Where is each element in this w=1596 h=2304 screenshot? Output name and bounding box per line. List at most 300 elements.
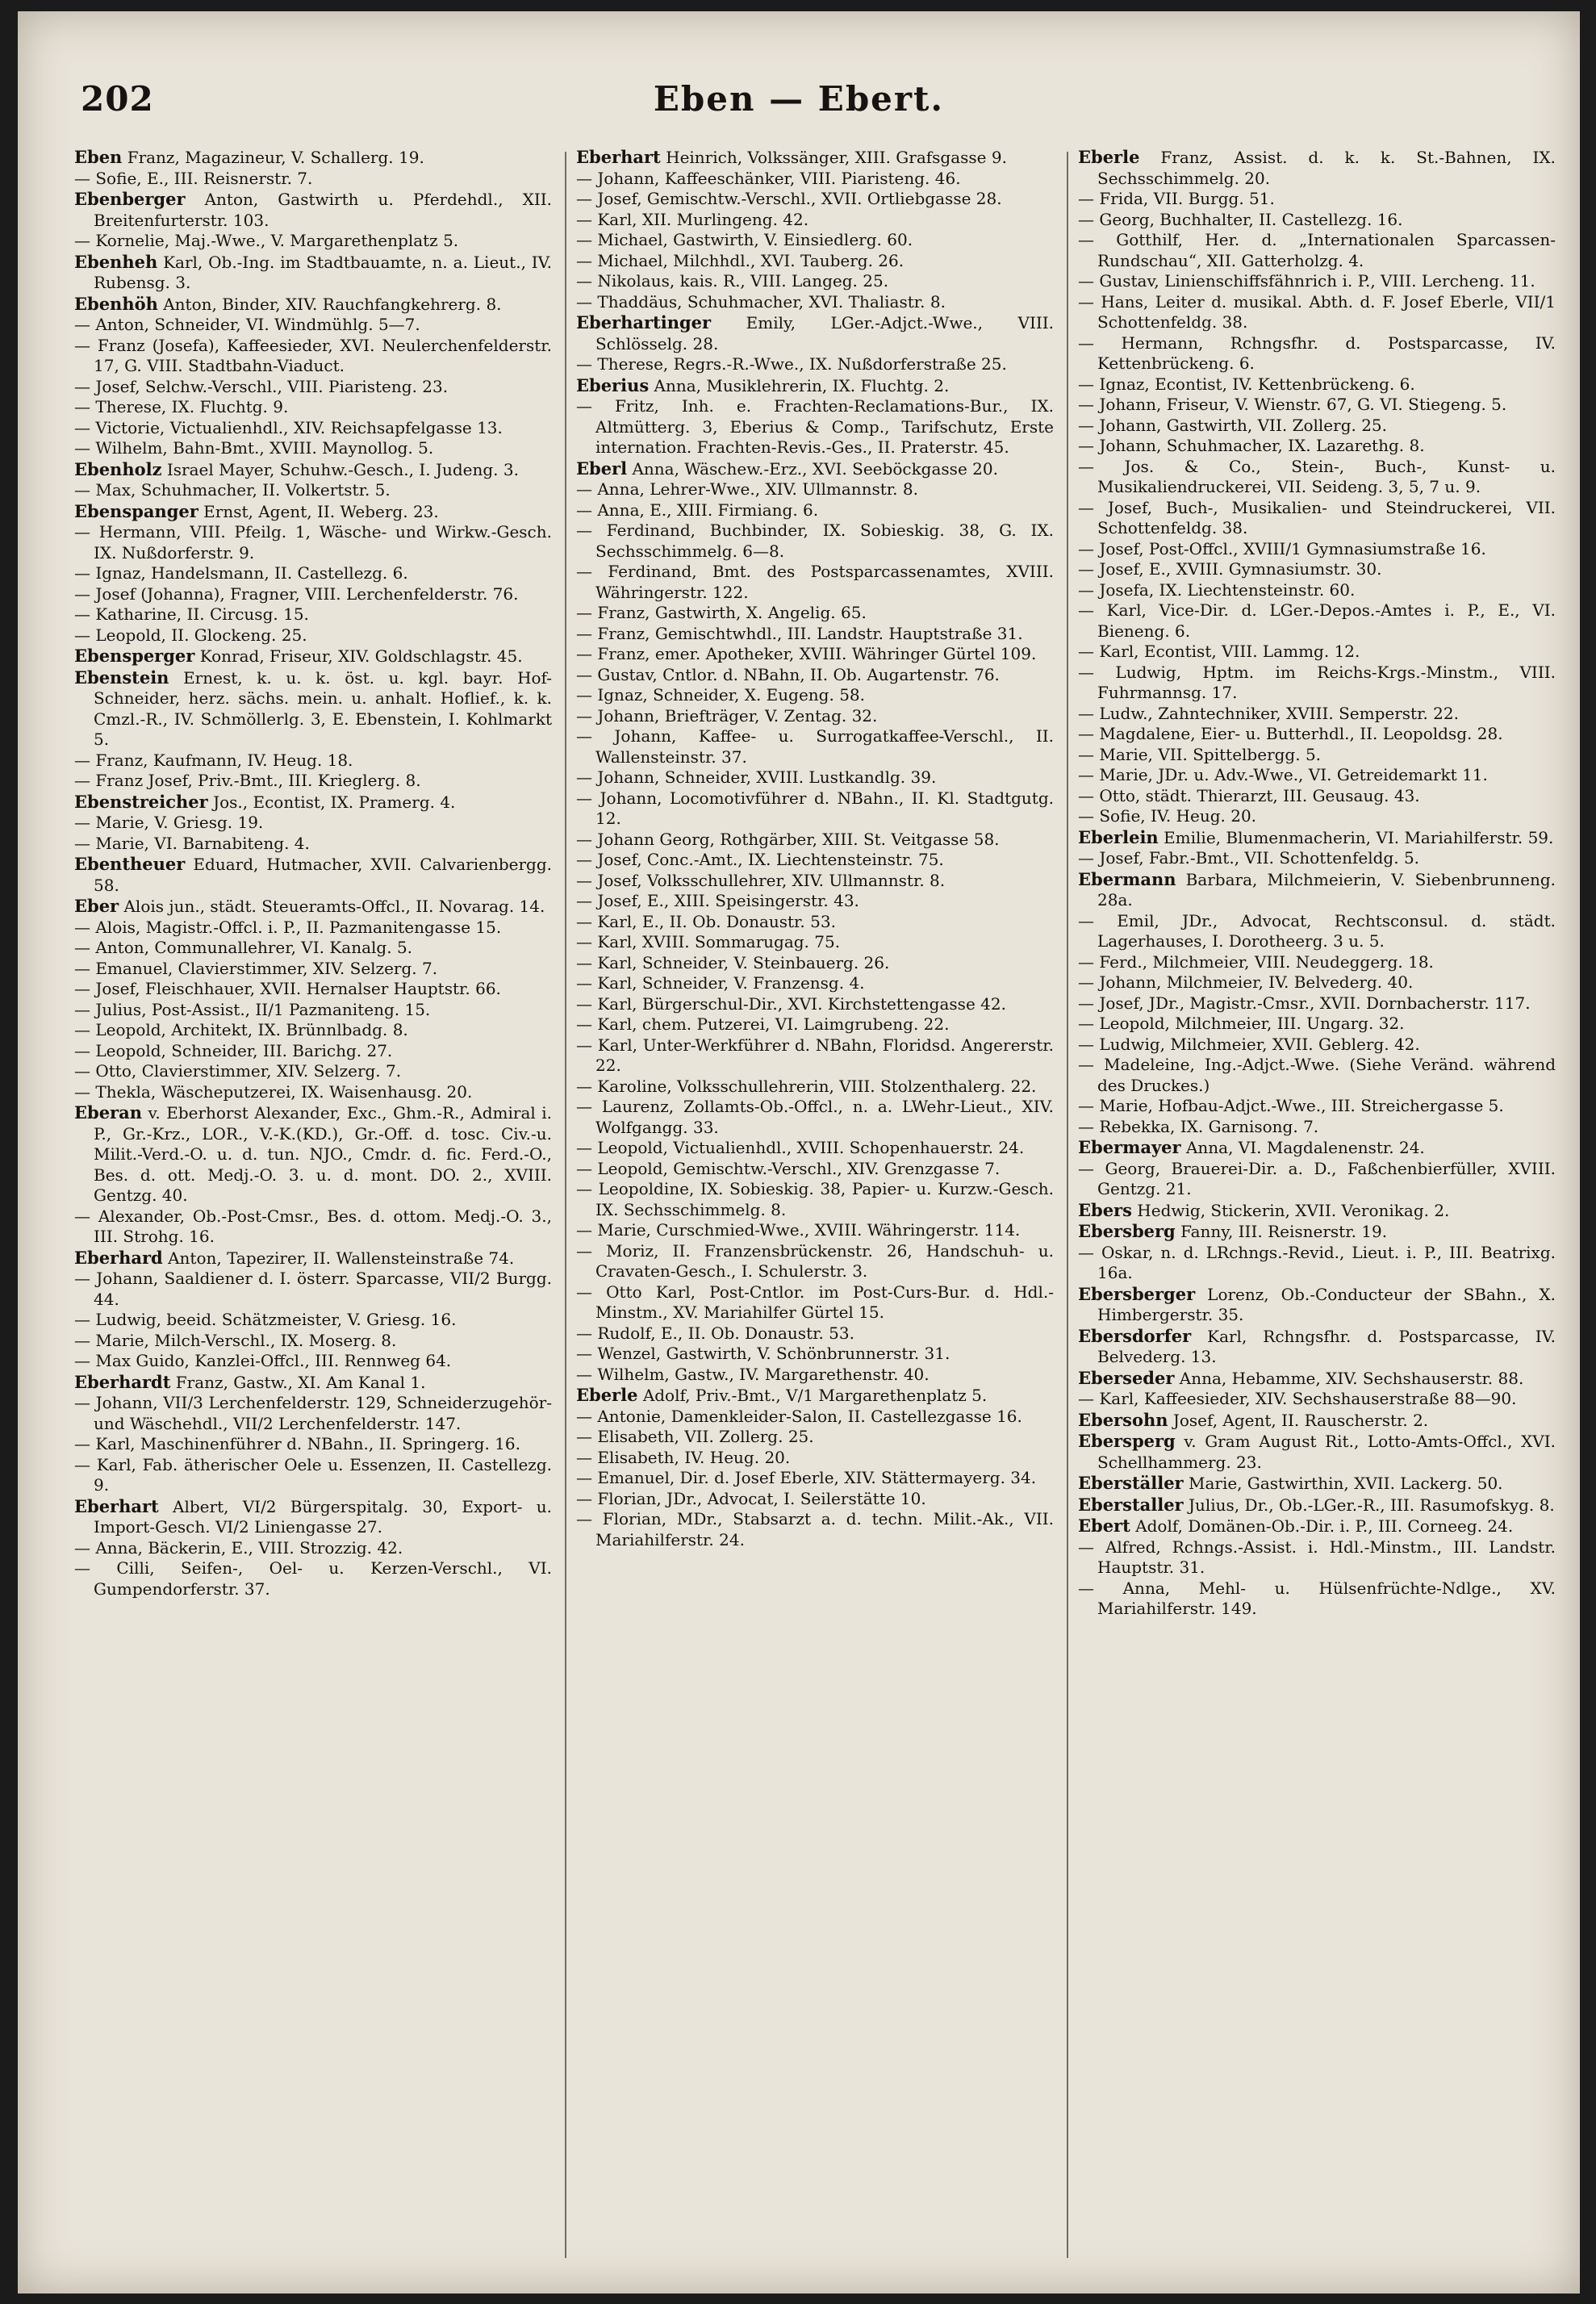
directory-entry bbox=[1078, 642, 1556, 663]
directory-entry bbox=[1078, 952, 1556, 973]
directory-entry bbox=[576, 912, 1054, 933]
directory-entry bbox=[74, 294, 552, 316]
entry-details: Franz, Gastw., XI. Am Kanal 1. bbox=[175, 1372, 426, 1392]
directory-entry bbox=[1078, 1035, 1556, 1056]
directory-entry bbox=[1078, 1117, 1556, 1138]
entry-details: Josef, Agent, II. Rauscherstr. 2. bbox=[1172, 1410, 1429, 1430]
entry-details: — Marie, VI. Barnabiteng. 4. bbox=[74, 833, 310, 853]
entry-surname: Ebenstein bbox=[74, 667, 169, 688]
entry-details: Anton, Binder, XIV. Rauchfangkehrerg. 8. bbox=[163, 294, 502, 314]
directory-entry bbox=[74, 418, 552, 439]
directory-entry bbox=[576, 189, 1054, 210]
directory-page bbox=[18, 11, 1580, 2294]
entry-details: — Karl, Fab. ätherischer Oele u. Essenzen, II. Castellezg. 9. bbox=[74, 1454, 552, 1495]
entry-details: — Elisabeth, IV. Heug. 20. bbox=[576, 1447, 791, 1467]
directory-entry bbox=[576, 830, 1054, 851]
entry-details: — Georg, Buchhalter, II. Castellezg. 16. bbox=[1078, 209, 1403, 229]
directory-entry bbox=[1078, 1473, 1556, 1495]
entry-details: — Karl, E., II. Ob. Donaustr. 53. bbox=[576, 911, 836, 931]
directory-entry bbox=[1078, 1055, 1556, 1096]
entry-details: — Ludwig, beeid. Schätzmeister, V. Griesg. 16. bbox=[74, 1310, 457, 1329]
entry-details: — Johann, VII/3 Lerchenfelderstr. 129, Schneiderzugehör- und Wäschehdl., VII/2 Lerchenfelderstr. 147. bbox=[74, 1393, 552, 1433]
directory-entry bbox=[576, 375, 1054, 397]
entry-details: — Marie, VII. Spittelbergg. 5. bbox=[1078, 744, 1322, 764]
directory-entry bbox=[1078, 1221, 1556, 1243]
directory-entry bbox=[74, 1558, 552, 1599]
running-head: Eben — Ebert. bbox=[653, 79, 945, 119]
entry-details: — Wilhelm, Bahn-Bmt., XVIII. Maynollog. 5. bbox=[74, 438, 434, 458]
directory-entry bbox=[1078, 600, 1556, 642]
entry-details: — Ferdinand, Buchbinder, IX. Sobieskig. 38, G. IX. Sechsschimmelg. 6—8. bbox=[576, 521, 1054, 561]
entry-surname: Ebenheh bbox=[74, 251, 158, 272]
entry-details: Franz, Magazineur, V. Schallerg. 19. bbox=[127, 148, 424, 167]
directory-entry bbox=[576, 685, 1054, 706]
directory-entry bbox=[576, 1489, 1054, 1510]
entry-surname: Ebenberger bbox=[74, 189, 186, 209]
entry-details: — Josefa, IX. Liechtensteinstr. 60. bbox=[1078, 579, 1356, 600]
directory-entry bbox=[74, 1434, 552, 1455]
directory-entry bbox=[576, 726, 1054, 767]
directory-entry bbox=[576, 706, 1054, 727]
entry-details: — Marie, Milch-Verschl., IX. Moserg. 8. bbox=[74, 1330, 397, 1350]
directory-entry bbox=[1078, 663, 1556, 704]
directory-entry bbox=[576, 1035, 1054, 1077]
directory-entry bbox=[1078, 704, 1556, 725]
entry-details: — Michael, Milchhdl., XVI. Tauberg. 26. bbox=[576, 250, 905, 270]
directory-entry bbox=[1078, 374, 1556, 395]
directory-entry bbox=[576, 1407, 1054, 1428]
directory-entry bbox=[1078, 869, 1556, 911]
entry-details: — Josef, Post-Offcl., XVIII/1 Gymnasiumstraße 16. bbox=[1078, 538, 1486, 558]
entry-details: — Laurenz, Zollamts-Ob.-Offcl., n. a. LWehr-Lieut., XIV. Wolfgangg. 33. bbox=[576, 1097, 1054, 1137]
entry-details: Anton, Gastwirth u. Pferdehdl., XII. Breitenfurterstr. 103. bbox=[94, 190, 552, 230]
entry-details: — Emanuel, Dir. d. Josef Eberle, XIV. Stättermayerg. 34. bbox=[576, 1468, 1037, 1487]
entry-details: Karl, Rchngsfhr. d. Postsparcasse, IV. Belvederg. 13. bbox=[1097, 1326, 1556, 1366]
directory-entry bbox=[576, 271, 1054, 292]
directory-entry bbox=[74, 918, 552, 939]
directory-entry bbox=[74, 792, 552, 813]
entry-surname: Eberle bbox=[1078, 147, 1140, 167]
entry-surname: Eber bbox=[74, 896, 119, 916]
entry-details: — Sofie, IV. Heug. 20. bbox=[1078, 806, 1257, 826]
directory-entry bbox=[576, 210, 1054, 231]
directory-entry bbox=[1078, 1326, 1556, 1368]
entry-details: — Johann, Briefträger, V. Zentag. 32. bbox=[576, 705, 878, 725]
directory-entry bbox=[74, 397, 552, 418]
entry-details: — Johann, Gastwirth, VII. Zollerg. 25. bbox=[1078, 415, 1388, 435]
entry-details: — Josef, E., XIII. Speisingerstr. 43. bbox=[576, 891, 859, 910]
entry-details: — Alfred, Rchngs.-Assist. i. Hdl.-Minstm., III. Landstr. Hauptstr. 31. bbox=[1078, 1537, 1556, 1577]
directory-entry bbox=[1078, 416, 1556, 437]
directory-entry bbox=[576, 354, 1054, 375]
entry-details: — Ludwig, Hptm. im Reichs-Krgs.-Minstm., VIII. Fuhrmannsg. 17. bbox=[1078, 662, 1556, 702]
directory-entry bbox=[576, 1138, 1054, 1159]
column-2 bbox=[576, 147, 1054, 2269]
directory-entry bbox=[576, 1427, 1054, 1448]
directory-entry bbox=[74, 896, 552, 918]
entry-details: — Frida, VII. Burgg. 51. bbox=[1078, 189, 1275, 208]
directory-entry bbox=[74, 1082, 552, 1103]
entry-details: — Josef, Fleischhauer, XVII. Hernalser Hauptstr. 66. bbox=[74, 979, 501, 998]
entry-details: — Marie, Hofbau-Adjct.-Wwe., III. Streichergasse 5. bbox=[1078, 1096, 1504, 1115]
entry-details: Ernst, Agent, II. Weberg. 23. bbox=[203, 501, 439, 521]
entry-details: — Emanuel, Clavierstimmer, XIV. Selzerg. 7. bbox=[74, 958, 438, 978]
entry-details: — Leopold, Gemischtw.-Verschl., XIV. Grenzgasse 7. bbox=[576, 1158, 1001, 1178]
directory-entry bbox=[576, 251, 1054, 272]
directory-entry bbox=[74, 563, 552, 584]
directory-entry bbox=[74, 438, 552, 459]
directory-entry bbox=[74, 147, 552, 169]
entry-details: Barbara, Milchmeierin, V. Siebenbrunneng. 28a. bbox=[1097, 869, 1556, 909]
entry-surname: Ebensperger bbox=[74, 646, 195, 666]
entry-details: — Hermann, Rchngsfhr. d. Postsparcasse, IV. Kettenbrückeng. 6. bbox=[1078, 332, 1556, 373]
directory-entry bbox=[74, 625, 552, 646]
entry-details: — Thekla, Wäscheputzerei, IX. Waisenhausg. 20. bbox=[74, 1081, 473, 1102]
directory-entry bbox=[1078, 806, 1556, 827]
entry-details: — Franz Josef, Priv.-Bmt., III. Krieglerg. 8. bbox=[74, 771, 421, 790]
directory-entry bbox=[1078, 1096, 1556, 1117]
entry-surname: Ebenholz bbox=[74, 458, 162, 479]
entry-details: — Wenzel, Gastwirth, V. Schönbrunnerstr. 31. bbox=[576, 1344, 950, 1363]
directory-entry bbox=[1078, 539, 1556, 560]
directory-entry bbox=[74, 938, 552, 959]
entry-details: Franz, Assist. d. k. k. St.-Bahnen, IX. Sechsschimmelg. 20. bbox=[1097, 148, 1556, 188]
directory-entry bbox=[576, 396, 1054, 458]
directory-entry bbox=[74, 252, 552, 294]
entry-details: — Josef, Gemischtw.-Verschl., XVII. Ortliebgasse 28. bbox=[576, 189, 1002, 208]
entry-surname: Eberl bbox=[576, 458, 628, 479]
entry-details: — Johann Georg, Rothgärber, XIII. St. Veitgasse 58. bbox=[576, 829, 1000, 849]
entry-surname: Ebersperg bbox=[1078, 1431, 1176, 1451]
directory-entry bbox=[74, 1000, 552, 1021]
entry-details: — Hermann, VIII. Pfeilg. 1, Wäsche- und Wirkw.-Gesch. IX. Nußdorferstr. 9. bbox=[74, 522, 552, 562]
entry-surname: Ebersberger bbox=[1078, 1283, 1196, 1304]
entry-surname: Ebersberg bbox=[1078, 1221, 1176, 1241]
entry-details: — Marie, V. Griesg. 19. bbox=[74, 813, 264, 832]
directory-entry bbox=[576, 1220, 1054, 1241]
directory-entry bbox=[1078, 333, 1556, 374]
entry-details: — Karoline, Volksschullehrerin, VIII. Stolzenthalerg. 22. bbox=[576, 1076, 1037, 1096]
entry-details: — Gustav, Linienschiffsfähnrich i. P., VIII. Lercheng. 11. bbox=[1078, 271, 1535, 291]
directory-entry bbox=[1078, 189, 1556, 210]
entry-details: — Ferdinand, Bmt. des Postsparcassenamtes, XVIII. Währingerstr. 122. bbox=[576, 562, 1054, 602]
directory-entry bbox=[1078, 1431, 1556, 1473]
directory-entry bbox=[74, 1496, 552, 1538]
entry-details: — Anna, Mehl- u. Hülsenfrüchte-Ndlge., XV. Mariahilferstr. 149. bbox=[1078, 1578, 1556, 1618]
entry-surname: Eberställer bbox=[1078, 1473, 1184, 1493]
entry-details: Marie, Gastwirthin, XVII. Lackerg. 50. bbox=[1188, 1474, 1503, 1493]
directory-entry bbox=[576, 1077, 1054, 1098]
directory-entry bbox=[576, 891, 1054, 912]
entry-details: Konrad, Friseur, XIV. Goldschlagstr. 45. bbox=[199, 646, 523, 666]
entry-details: — Leopold, Victualienhdl., XVIII. Schopenhauerstr. 24. bbox=[576, 1138, 1025, 1157]
directory-entry bbox=[576, 169, 1054, 190]
entry-details: — Josef, Volksschullehrer, XIV. Ullmannstr. 8. bbox=[576, 870, 946, 890]
entry-details: Jos., Econtist, IX. Pramerg. 4. bbox=[213, 792, 456, 812]
directory-entry bbox=[74, 315, 552, 336]
directory-entry bbox=[74, 522, 552, 563]
entry-details: — Katharine, II. Circusg. 15. bbox=[74, 604, 309, 624]
entry-details: Fanny, III. Reisnerstr. 19. bbox=[1180, 1222, 1388, 1241]
entry-details: Anton, Tapezirer, II. Wallensteinstraße 74. bbox=[168, 1248, 515, 1268]
directory-entry bbox=[74, 854, 552, 896]
column-divider bbox=[1067, 152, 1068, 2258]
entry-details: — Moriz, II. Franzensbrückenstr. 26, Handschuh- u. Cravaten-Gesch., I. Schulerstr. 3. bbox=[576, 1240, 1054, 1281]
column-3 bbox=[1078, 147, 1556, 2269]
entry-details: — Ignaz, Econtist, IV. Kettenbrückeng. 6. bbox=[1078, 374, 1415, 394]
entry-surname: Eberhart bbox=[576, 147, 661, 167]
directory-entry bbox=[1078, 911, 1556, 952]
entry-details: Alois jun., städt. Steueramts-Offcl., II. Novarag. 14. bbox=[123, 897, 545, 916]
entry-details: — Karl, Schneider, V. Steinbauerg. 26. bbox=[576, 952, 890, 972]
directory-entry bbox=[576, 1468, 1054, 1489]
entry-details: — Jos. & Co., Stein-, Buch-, Kunst- u. Musikaliendruckerei, VII. Seideng. 3, 5, 7 u. 9. bbox=[1078, 456, 1556, 496]
directory-entry bbox=[74, 771, 552, 792]
directory-entry bbox=[1078, 1284, 1556, 1326]
entry-details: Adolf, Priv.-Bmt., V/1 Margarethenplatz 5. bbox=[642, 1386, 988, 1405]
entry-details: — Fritz, Inh. e. Frachten-Reclamations-Bur., IX. Altmütterg. 3, Eberius & Comp., Tarifschutz, Erste internation. Frachten-Revis.-Ges., II. Praterstr. 45. bbox=[576, 396, 1054, 457]
directory-entry bbox=[1078, 972, 1556, 993]
entry-details: — Johann, Saaldiener d. I. österr. Sparcasse, VII/2 Burgg. 44. bbox=[74, 1269, 552, 1309]
entry-surname: Ebentheuer bbox=[74, 854, 186, 874]
entry-details: — Alois, Magistr.-Offcl. i. P., II. Pazmanitengasse 15. bbox=[74, 917, 502, 937]
entry-surname: Eberhardt bbox=[74, 1371, 171, 1392]
directory-entry bbox=[74, 1331, 552, 1352]
directory-entry bbox=[1078, 271, 1556, 292]
column-divider bbox=[565, 152, 566, 2258]
directory-entry bbox=[1078, 1368, 1556, 1390]
directory-entry bbox=[576, 458, 1054, 480]
directory-entry bbox=[1078, 993, 1556, 1014]
directory-entry bbox=[576, 1448, 1054, 1469]
entry-details: Karl, Ob.-Ing. im Stadtbauamte, n. a. Lieut., IV. Rubensg. 3. bbox=[94, 252, 552, 292]
entry-details: — Sofie, E., III. Reisnerstr. 7. bbox=[74, 168, 313, 188]
directory-entry bbox=[576, 871, 1054, 892]
directory-entry bbox=[74, 1041, 552, 1062]
entry-details: — Johann, Locomotivführer d. NBahn., II. Kl. Stadtgutg. 12. bbox=[576, 788, 1054, 828]
entry-details: — Franz, Gemischtwhdl., III. Landstr. Hauptstraße 31. bbox=[576, 623, 1023, 643]
entry-details: — Josef, Conc.-Amt., IX. Liechtensteinstr. 75. bbox=[576, 850, 944, 869]
directory-entry bbox=[1078, 1137, 1556, 1159]
directory-entry bbox=[576, 994, 1054, 1015]
directory-entry bbox=[1078, 1410, 1556, 1432]
entry-details: — Victorie, Victualienhdl., XIV. Reichsapfelgasse 13. bbox=[74, 417, 503, 437]
directory-entry bbox=[1078, 1200, 1556, 1222]
entry-surname: Ebermayer bbox=[1078, 1137, 1181, 1157]
directory-entry bbox=[74, 501, 552, 523]
directory-entry bbox=[74, 1310, 552, 1331]
directory-entry bbox=[576, 788, 1054, 830]
entry-details: — Anton, Schneider, VI. Windmühlg. 5—7. bbox=[74, 315, 420, 334]
directory-entry bbox=[576, 1365, 1054, 1386]
directory-entry bbox=[1078, 765, 1556, 786]
directory-entry bbox=[1078, 1516, 1556, 1537]
entry-details: — Anna, Bäckerin, E., VIII. Strozzig. 42. bbox=[74, 1537, 403, 1558]
entry-details: Anna, Musiklehrerin, IX. Fluchtg. 2. bbox=[654, 375, 950, 395]
directory-entry bbox=[74, 336, 552, 377]
entry-details: — Otto, städt. Thierarzt, III. Geusaug. 43. bbox=[1078, 785, 1420, 805]
entry-details: Israel Mayer, Schuhw.-Gesch., I. Judeng. 3. bbox=[166, 459, 519, 479]
directory-entry bbox=[1078, 559, 1556, 580]
entry-details: — Leopold, II. Glockeng. 25. bbox=[74, 625, 307, 645]
directory-entry bbox=[576, 1344, 1054, 1365]
directory-entry bbox=[74, 1269, 552, 1310]
entry-details: — Ludwig, Milchmeier, XVII. Geblerg. 42. bbox=[1078, 1034, 1420, 1054]
entry-details: — Leopold, Architekt, IX. Brünnlbadg. 8. bbox=[74, 1020, 408, 1039]
entry-details: — Marie, Curschmied-Wwe., XVIII. Währingerstr. 114. bbox=[576, 1220, 1021, 1240]
entry-details: — Josef (Johanna), Fragner, VIII. Lerchenfelderstr. 76. bbox=[74, 583, 519, 604]
entry-details: — Magdalene, Eier- u. Butterhdl., II. Leopoldsg. 28. bbox=[1078, 724, 1503, 743]
directory-entry bbox=[576, 147, 1054, 169]
directory-entry bbox=[576, 1509, 1054, 1550]
entry-details: — Gustav, Cntlor. d. NBahn, II. Ob. Augartenstr. 76. bbox=[576, 664, 1000, 684]
entry-details: — Rudolf, E., II. Ob. Donaustr. 53. bbox=[576, 1323, 854, 1343]
directory-entry bbox=[576, 644, 1054, 665]
directory-entry bbox=[1078, 436, 1556, 457]
directory-entry bbox=[1078, 848, 1556, 869]
directory-entry bbox=[576, 624, 1054, 645]
entry-details: — Oskar, n. d. LRchngs.-Revid., Lieut. i. P., III. Beatrixg. 16a. bbox=[1078, 1242, 1556, 1282]
entry-details: — Karl, Bürgerschul-Dir., XVI. Kirchstettengasse 42. bbox=[576, 993, 1006, 1014]
entry-details: — Georg, Brauerei-Dir. a. D., Faßchenbierfüller, XVIII. Gentzg. 21. bbox=[1078, 1158, 1556, 1198]
entry-details: — Therese, Regrs.-R.-Wwe., IX. Nußdorferstraße 25. bbox=[576, 354, 1007, 374]
entry-details: — Hans, Leiter d. musikal. Abth. d. F. Josef Eberle, VII/1 Schottenfeldg. 38. bbox=[1078, 291, 1556, 332]
directory-entry bbox=[576, 1323, 1054, 1344]
directory-entry bbox=[1078, 580, 1556, 601]
entry-details: — Karl, XII. Murlingeng. 42. bbox=[576, 209, 809, 229]
entry-details: — Gotthilf, Her. d. „Internationalen Sparcassen-Rundschau“, XII. Gatterholzg. 4. bbox=[1078, 230, 1556, 270]
entry-details: Emilie, Blumenmacherin, VI. Mariahilferstr. 59. bbox=[1164, 827, 1554, 847]
entry-surname: Ebenstreicher bbox=[74, 791, 208, 812]
entry-details: — Josef, Buch-, Musikalien- und Steindruckerei, VII. Schottenfeldg. 38. bbox=[1078, 497, 1556, 537]
directory-entry bbox=[1078, 210, 1556, 231]
entry-details: — Alexander, Ob.-Post-Cmsr., Bes. d. ottom. Medj.-O. 3., III. Strohg. 16. bbox=[74, 1206, 552, 1246]
entry-details: — Karl, Schneider, V. Franzensg. 4. bbox=[576, 973, 865, 993]
entry-details: — Antonie, Damenkleider-Salon, II. Castellezgasse 16. bbox=[576, 1406, 1022, 1426]
entry-details: — Johann, Schuhmacher, IX. Lazarethg. 8. bbox=[1078, 436, 1425, 455]
entry-details: — Franz, emer. Apotheker, XVIII. Währinger Gürtel 109. bbox=[576, 644, 1037, 663]
directory-entry bbox=[576, 850, 1054, 871]
entry-surname: Eberhart bbox=[74, 1495, 159, 1516]
entry-surname: Eberle bbox=[576, 1385, 638, 1405]
entry-surname: Ebenhöh bbox=[74, 293, 158, 314]
directory-entry bbox=[576, 312, 1054, 354]
entry-details: v. Eberhorst Alexander, Exc., Ghm.-R., Admiral i. P., Gr.-Krz., LOR., V.-K.(KD.), Gr.-Off. d. tosc. Civ.-u. Milit.-Verd.-O. u. d. tun. NJO., Cmdr. d. fic. Ferd.-O., Bes. d. ott. Medj.-O. 3. u. d. mont. DO. 2., XVIII. Gentzg. 40. bbox=[94, 1103, 552, 1205]
directory-entry bbox=[576, 562, 1054, 603]
entry-surname: Eben bbox=[74, 147, 123, 167]
entry-details: — Kornelie, Maj.-Wwe., V. Margarethenplatz 5. bbox=[74, 231, 459, 250]
entry-details: — Karl, Econtist, VIII. Lammg. 12. bbox=[1078, 642, 1360, 661]
directory-entry bbox=[1078, 724, 1556, 745]
directory-entry bbox=[74, 584, 552, 605]
entry-surname: Eberseder bbox=[1078, 1367, 1175, 1388]
directory-entry bbox=[1078, 745, 1556, 766]
directory-entry bbox=[1078, 1389, 1556, 1410]
entry-details: — Franz, Gastwirth, X. Angelig. 65. bbox=[576, 603, 867, 622]
directory-entry bbox=[74, 667, 552, 751]
entry-details: — Leopold, Milchmeier, III. Ungarg. 32. bbox=[1078, 1014, 1405, 1033]
entry-details: — Rebekka, IX. Garnisong. 7. bbox=[1078, 1116, 1319, 1136]
directory-entry bbox=[576, 1179, 1054, 1220]
entry-details: — Johann, Kaffeeschänker, VIII. Piaristeng. 46. bbox=[576, 168, 961, 188]
entry-surname: Eberstaller bbox=[1078, 1494, 1184, 1515]
entry-details: Anna, VI. Magdalenenstr. 24. bbox=[1185, 1138, 1425, 1157]
entry-details: — Karl, Vice-Dir. d. LGer.-Depos.-Amtes i. P., E., VI. Bieneng. 6. bbox=[1078, 600, 1556, 641]
directory-entry bbox=[74, 959, 552, 980]
directory-entry bbox=[1078, 230, 1556, 271]
entry-details: Julius, Dr., Ob.-LGer.-R., III. Rasumofskyg. 8. bbox=[1188, 1495, 1555, 1515]
entry-details: — Florian, JDr., Advocat, I. Seilerstätte 10. bbox=[576, 1488, 926, 1508]
directory-entry bbox=[1078, 1579, 1556, 1620]
entry-details: — Florian, MDr., Stabsarzt a. d. techn. Milit.-Ak., VII. Mariahilferstr. 24. bbox=[576, 1509, 1054, 1549]
page-number: 202 bbox=[81, 79, 154, 119]
directory-entry bbox=[576, 1159, 1054, 1180]
entry-details: — Josef, E., XVIII. Gymnasiumstr. 30. bbox=[1078, 559, 1382, 579]
entry-details: — Karl, Maschinenführer d. NBahn., II. Springerg. 16. bbox=[74, 1434, 520, 1453]
directory-entry bbox=[576, 1097, 1054, 1138]
entry-details: — Ignaz, Schneider, X. Eugeng. 58. bbox=[576, 685, 866, 705]
entry-details: — Ferd., Milchmeier, VIII. Neudeggerg. 18. bbox=[1078, 951, 1434, 972]
entry-surname: Eberlein bbox=[1078, 826, 1159, 847]
directory-entry bbox=[576, 665, 1054, 686]
entry-details: — Franz, Kaufmann, IV. Heug. 18. bbox=[74, 750, 353, 770]
entry-details: Adolf, Domänen-Ob.-Dir. i. P., III. Corneeg. 24. bbox=[1135, 1516, 1514, 1536]
directory-entry bbox=[74, 1248, 552, 1269]
directory-entry bbox=[74, 604, 552, 625]
directory-entry bbox=[1078, 292, 1556, 333]
entry-details: — Josef, Fabr.-Bmt., VII. Schottenfeldg. 5. bbox=[1078, 848, 1420, 868]
directory-entry bbox=[576, 1282, 1054, 1323]
directory-entry bbox=[1078, 457, 1556, 498]
directory-entry bbox=[576, 973, 1054, 994]
directory-entry bbox=[576, 932, 1054, 953]
directory-entry bbox=[74, 751, 552, 771]
directory-entry bbox=[74, 1020, 552, 1041]
entry-details: — Johann, Kaffee- u. Surrogatkaffee-Verschl., II. Wallensteinstr. 37. bbox=[576, 726, 1054, 767]
directory-entry bbox=[74, 480, 552, 501]
entry-details: Albert, VI/2 Bürgerspitalg. 30, Export- u. Import-Gesch. VI/2 Liniengasse 27. bbox=[94, 1496, 552, 1537]
directory-columns bbox=[74, 147, 1556, 2269]
directory-entry bbox=[74, 646, 552, 667]
entry-details: — Otto Karl, Post-Cntlor. im Post-Curs-Bur. d. Hdl.-Minstm., XV. Mariahilfer Gürtel 15. bbox=[576, 1282, 1054, 1322]
directory-entry bbox=[576, 1385, 1054, 1407]
entry-details: Lorenz, Ob.-Conducteur der SBahn., X. Himbergerstr. 35. bbox=[1097, 1284, 1556, 1324]
entry-details: — Max, Schuhmacher, II. Volkertstr. 5. bbox=[74, 480, 391, 500]
entry-details: — Franz (Josefa), Kaffeesieder, XVI. Neulerchenfelderstr. 17, G. VIII. Stadtbahn-Viaduct. bbox=[74, 335, 552, 375]
entry-details: — Karl, XVIII. Sommarugag. 75. bbox=[576, 932, 841, 951]
entry-details: — Wilhelm, Gastw., IV. Margarethenstr. 40. bbox=[576, 1364, 930, 1384]
entry-details: v. Gram August Rit., Lotto-Amts-Offcl., XVI. Schellhammerg. 23. bbox=[1097, 1432, 1556, 1472]
entry-details: — Karl, Kaffeesieder, XIV. Sechshauserstraße 88—90. bbox=[1078, 1389, 1517, 1408]
entry-details: — Otto, Clavierstimmer, XIV. Selzerg. 7. bbox=[74, 1061, 402, 1081]
entry-details: Eduard, Hutmacher, XVII. Calvarienbergg. 58. bbox=[94, 855, 552, 895]
directory-entry bbox=[74, 1102, 552, 1206]
directory-entry bbox=[74, 1061, 552, 1082]
entry-details: — Anton, Communallehrer, VI. Kanalg. 5. bbox=[74, 938, 413, 957]
directory-entry bbox=[74, 1538, 552, 1559]
directory-entry bbox=[74, 169, 552, 190]
directory-entry bbox=[74, 1372, 552, 1394]
directory-entry bbox=[1078, 1159, 1556, 1200]
directory-entry bbox=[1078, 1537, 1556, 1579]
directory-entry bbox=[74, 1455, 552, 1496]
directory-entry bbox=[74, 813, 552, 834]
entry-details: — Anna, E., XIII. Firmiang. 6. bbox=[576, 500, 819, 520]
entry-details: — Elisabeth, VII. Zollerg. 25. bbox=[576, 1427, 814, 1446]
directory-entry bbox=[576, 767, 1054, 788]
directory-entry bbox=[576, 292, 1054, 313]
entry-details: — Josef, Selchw.-Verschl., VIII. Piaristeng. 23. bbox=[74, 376, 449, 396]
